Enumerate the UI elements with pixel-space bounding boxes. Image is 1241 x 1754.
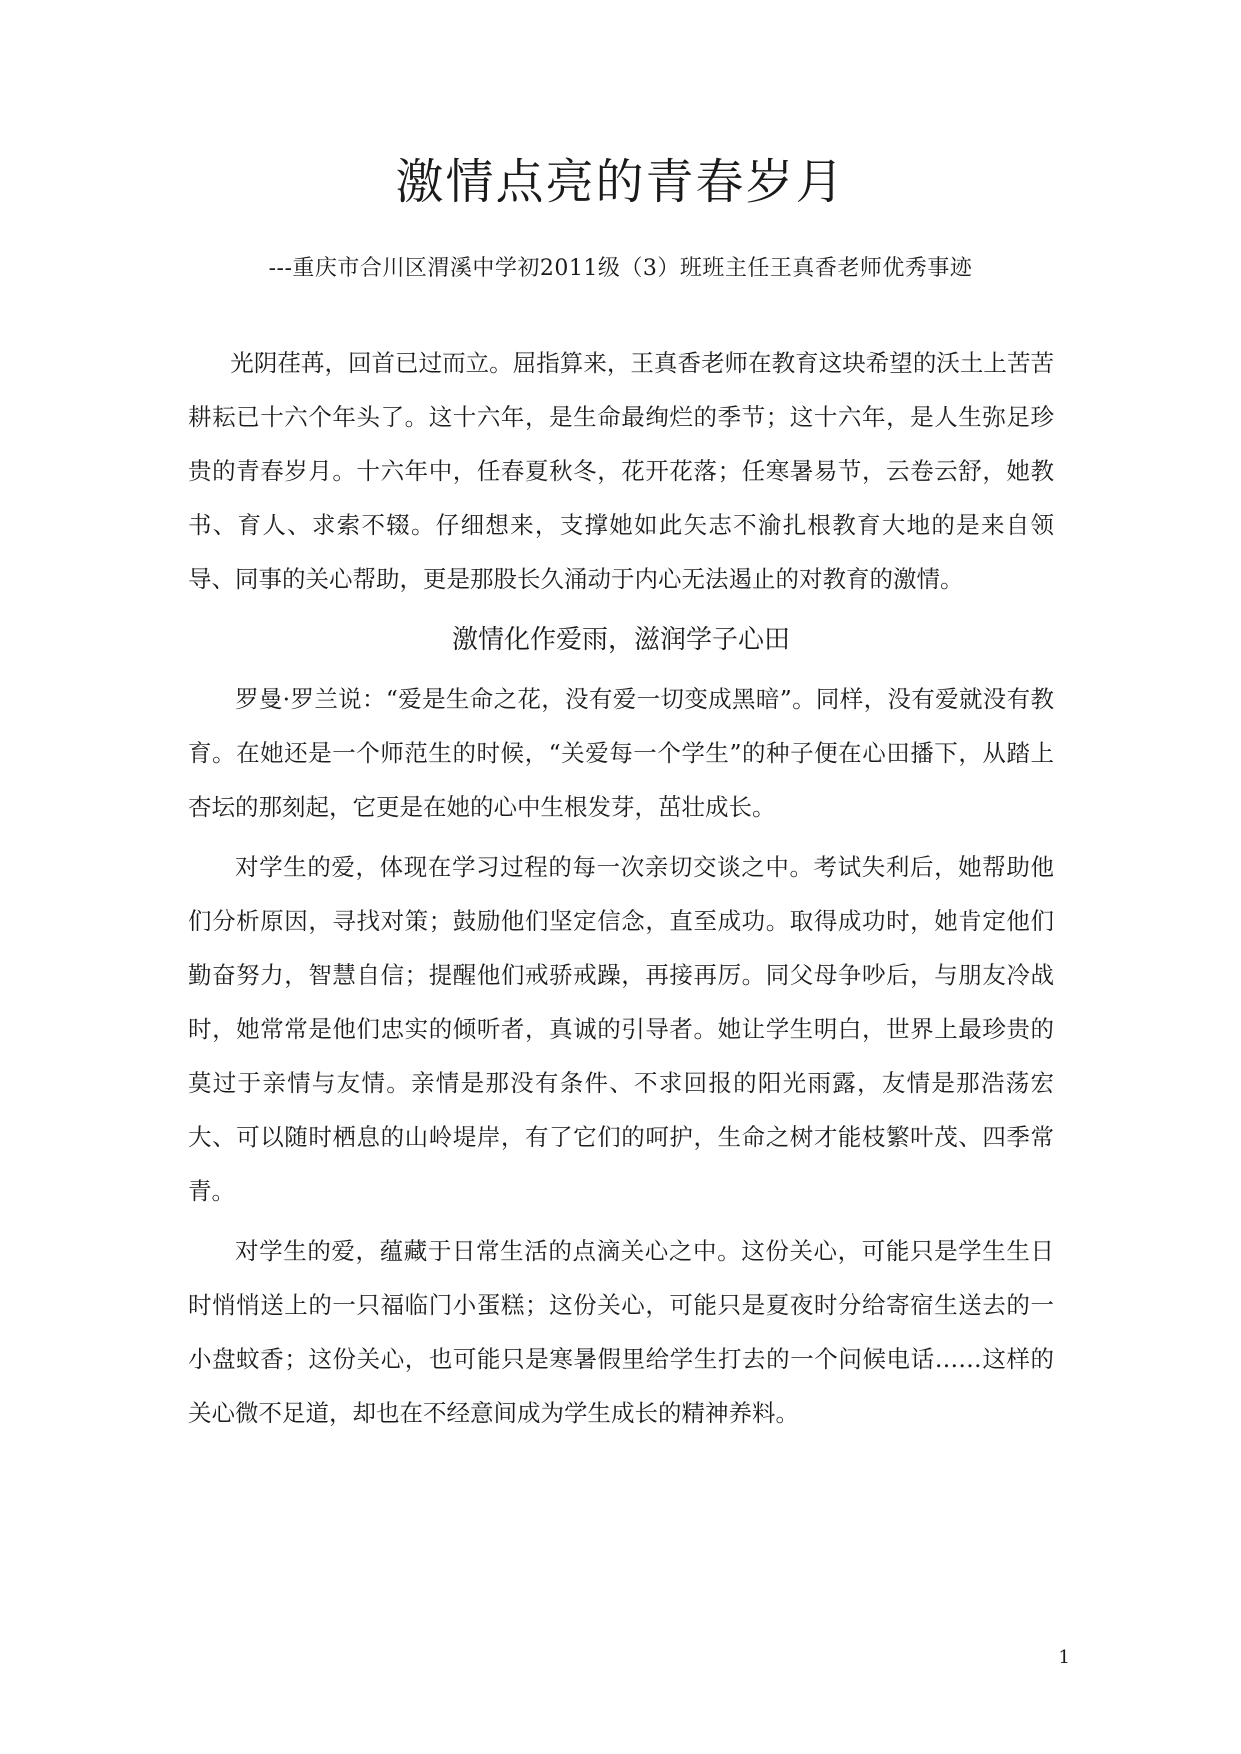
body-paragraph: 对学生的爱，体现在学习过程的每一次亲切交谈之中。考试失利后，她帮助他们分析原因，寻找对策；鼓励他们坚定信念，直至成功。取得成功时，她肯定他们勤奋努力，智慧自信；提醒他们戒骄戒躁，再接再厉。同父母争吵后，与朋友冷战时，她常常是他们忠实的倾听者，真诚的引导者。她让学生明白，世界上最珍贵的莫过于亲情与友情。亲情是那没有条件、不求回报的阳光雨露，友情是那浩荡宏大、可以随时栖息的山岭堤岸，有了它们的呵护，生命之树才能枝繁叶茂、四季常青。	[188, 853, 1054, 1205]
document-body	[188, 336, 1054, 1440]
page-number: 1	[1058, 1647, 1070, 1668]
body-paragraph: 罗曼·罗兰说：“爱是生命之花，没有爱一切变成黑暗”。同样，没有爱就没有教育。在她还是一个师范生的时候，“关爱每一个学生”的种子便在心田播下，从踏上杏坛的那刻起，它更是在她的心中生根发芽，茁壮成长。	[188, 685, 1054, 821]
body-paragraph: 对学生的爱，蕴藏于日常生活的点滴关心之中。这份关心，可能只是学生生日时悄悄送上的一只福临门小蛋糕；这份关心，可能只是夏夜时分给寄宿生送去的一小盘蚊香；这份关心，也可能只是寒暑假里给学生打去的一个问候电话……这样的关心微不足道，却也在不经意间成为学生成长的精神养料。	[188, 1237, 1054, 1427]
document-title: 激情点亮的青春岁月	[395, 154, 846, 210]
document-subtitle: ---重庆市合川区渭溪中学初2011级（3）班班主任王真香老师优秀事迹	[268, 256, 973, 281]
intro-paragraph: 光阴荏苒，回首已过而立。屈指算来，王真香老师在教育这块希望的沃土上苦苦耕耘已十六个年头了。这十六年，是生命最绚烂的季节；这十六年，是人生弥足珍贵的青春岁月。十六年中，任春夏秋冬，花开花落；任寒暑易节，云卷云舒，她教书、育人、求索不辍。仔细想来，支撑她如此矢志不渝扎根教育大地的是来自领导、同事的关心帮助，更是那股长久涌动于内心无法遏止的对教育的激情。	[188, 349, 1054, 593]
section-heading: 激情化作爱雨，滋润学子心田	[451, 625, 790, 655]
